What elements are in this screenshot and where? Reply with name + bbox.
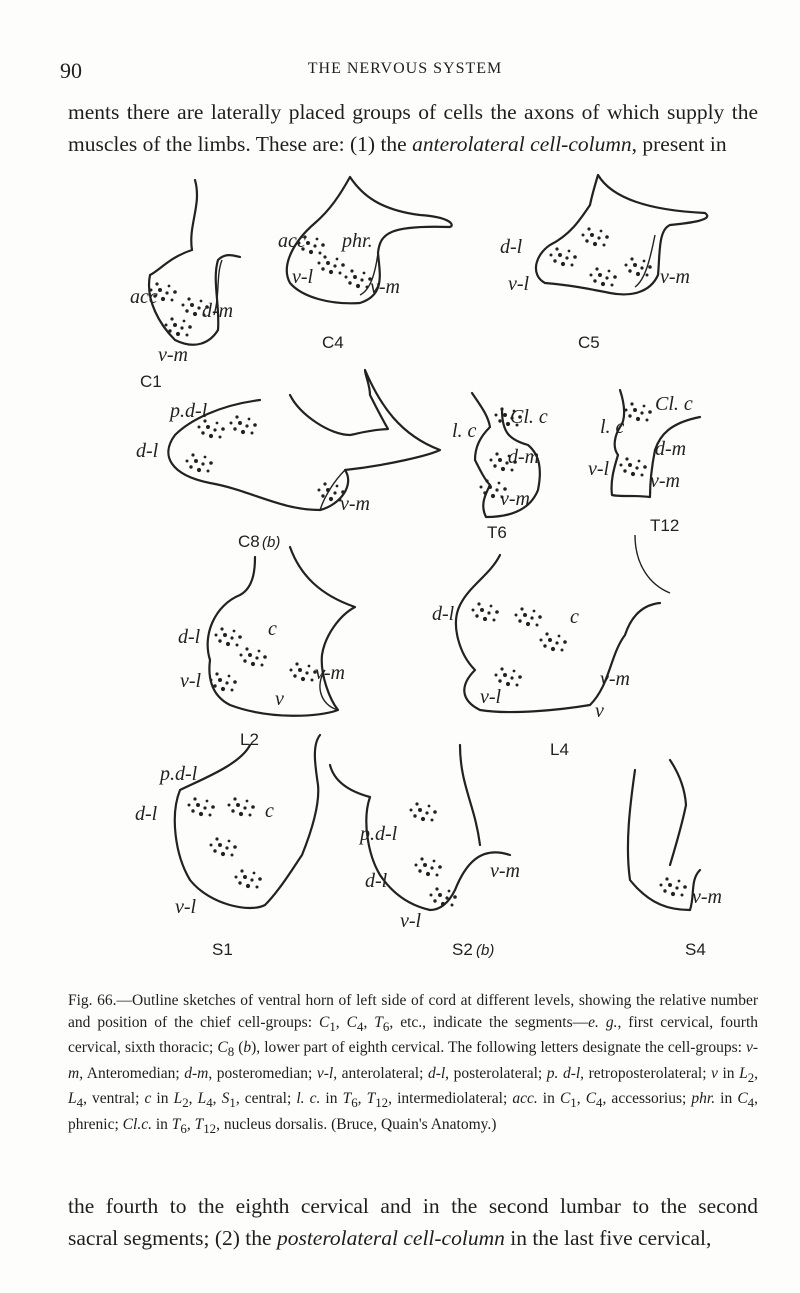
panel-c5 (500, 175, 707, 352)
caption-run: in (320, 1090, 343, 1108)
caption-run: , (212, 1090, 222, 1108)
caption-run: d-m (184, 1064, 209, 1082)
caption-run: , (754, 1064, 759, 1082)
panel-s4 (628, 760, 722, 959)
caption-run: C (737, 1090, 748, 1108)
l2-label-v-m: v-m (315, 662, 345, 684)
caption-run: in (715, 1090, 738, 1108)
s2-label-d-l: d-l (365, 870, 388, 892)
caption-run: p. d-l (546, 1064, 581, 1082)
caption-run: in (717, 1064, 740, 1082)
t12-label-l-c: l. c (600, 416, 625, 438)
s1-label-c: c (265, 800, 274, 822)
paragraph-top-line-2 (68, 128, 758, 160)
caption-run: , intermediolateral; (388, 1090, 513, 1108)
l2-segment-label: L2 (240, 730, 259, 749)
figure-66 (130, 165, 730, 965)
caption-run: , (186, 1115, 195, 1133)
c1-label-acc: acc (130, 286, 158, 308)
c8-label-p-d-l: p.d-l (170, 400, 208, 422)
page-number: 90 (60, 58, 82, 83)
caption-run: L (173, 1090, 183, 1108)
caption-run: e. g. (588, 1013, 618, 1031)
panel-s2 (330, 745, 520, 959)
emphasis-posterolateral: posterolateral cell-column (276, 1226, 505, 1250)
s2-label-p-d-l: p.d-l (360, 823, 398, 845)
caption-run: , accessorius; (602, 1090, 692, 1108)
l4-label-v-m: v-m (600, 668, 630, 690)
s4-horn-outline (628, 760, 700, 910)
caption-run: , etc., indicate the segments— (389, 1013, 589, 1031)
caption-run: l. c. (296, 1090, 321, 1108)
caption-run: in (151, 1090, 174, 1108)
c5-label-v-l: v-l (508, 273, 530, 295)
l4-label-v: v (595, 700, 604, 722)
c1-segment-label: C1 (140, 372, 162, 391)
t12-label-cl-c: Cl. c (655, 393, 693, 415)
caption-run: , Anteromedian; (79, 1064, 185, 1082)
caption-run: 6 (351, 1095, 358, 1111)
caption-run: , ventral; (83, 1090, 145, 1108)
caption-run: v-l (316, 1064, 334, 1082)
caption-run: , (357, 1090, 367, 1108)
caption-run: , retroposterolateral; (580, 1064, 712, 1082)
paragraph-bottom-line-1: the fourth to the eighth cervical and in the second lumbar to the second (68, 1194, 758, 1218)
t12-label-v-m: v-m (650, 470, 680, 492)
caption-run: in (537, 1090, 560, 1108)
caption-run: c (144, 1090, 152, 1108)
l2-label-v: v (275, 688, 284, 710)
c4-label-acc: acc (278, 230, 306, 252)
c8-horn-outline (168, 370, 440, 510)
t12-label-d-m: d-m (655, 438, 687, 460)
caption-run: 4 (747, 1095, 755, 1111)
s4-segment-label: S4 (685, 940, 706, 959)
c4-label-v-m: v-m (370, 276, 400, 298)
s4-cell-groups (660, 877, 687, 896)
t6-label-l-c: l. c (452, 420, 477, 442)
s2-label-v-l: v-l (400, 910, 422, 932)
ventral-horn-sketches (130, 165, 730, 965)
c1-cell-groups (150, 282, 209, 336)
c5-label-d-l: d-l (500, 236, 523, 258)
s2-segment-label: S2 (452, 940, 473, 959)
caption-run: Cl.c. (122, 1115, 152, 1133)
caption-run: , posteromedian; (208, 1064, 317, 1082)
panel-l4 (432, 535, 670, 759)
caption-run: , (188, 1090, 198, 1108)
caption-run: d-l (427, 1064, 446, 1082)
l4-segment-label: L4 (550, 740, 569, 759)
panel-c4 (278, 177, 452, 352)
t12-segment-label: T12 (650, 516, 680, 535)
caption-run: L (68, 1090, 77, 1108)
text-span: muscles of the limbs. These are: (1) the (68, 132, 413, 156)
panel-t6 (452, 393, 548, 542)
s2-horn-outline (330, 745, 510, 910)
c8-label-d-l: d-l (136, 440, 159, 462)
caption-run: , nucleus dorsalis. (Bruce, Quain's Anatomy.) (216, 1115, 497, 1133)
t6-segment-label: T6 (487, 523, 507, 542)
text-span: , present in (631, 132, 727, 156)
caption-run: L (739, 1064, 748, 1082)
caption-run: 8 (227, 1044, 235, 1060)
caption-run: , central; (235, 1090, 297, 1108)
caption-run: C (319, 1013, 330, 1031)
caption-run: 6 (180, 1120, 187, 1136)
l2-label-d-l: d-l (178, 626, 201, 648)
caption-run: , (576, 1090, 586, 1108)
s2-label-v-m: v-m (490, 860, 520, 882)
l2-cell-groups (210, 627, 317, 691)
c5-segment-label: C5 (578, 333, 600, 352)
c4-segment-label: C4 (322, 333, 344, 352)
figure-caption (68, 990, 758, 1139)
caption-run: 12 (375, 1095, 389, 1111)
c8-label-v-m: v-m (340, 493, 370, 515)
caption-run: T (342, 1090, 352, 1108)
text-span: in the last five cervical, (504, 1226, 712, 1250)
caption-run: v (711, 1064, 718, 1082)
caption-run: C (217, 1039, 228, 1057)
caption-run: ), lower part of eighth cervical. The following letters designate the cell-groups: (251, 1039, 746, 1057)
caption-run: v-m (68, 1039, 758, 1082)
t6-label-v-m: v-m (500, 488, 530, 510)
l2-label-c: c (268, 618, 277, 640)
caption-run: 2 (747, 1069, 755, 1085)
caption-run: phr. (691, 1090, 716, 1108)
caption-run: 4 (76, 1095, 84, 1111)
panel-c8 (136, 370, 440, 551)
caption-run: 4 (356, 1018, 364, 1034)
c8-cell-groups (186, 415, 345, 501)
caption-run: , phrenic; (68, 1090, 758, 1133)
caption-run: ( (234, 1039, 244, 1057)
caption-run: , (363, 1013, 375, 1031)
emphasis-anterolateral: anterolateral cell-column (412, 132, 632, 156)
c8-segment-note: (b) (262, 534, 281, 551)
caption-run: in (151, 1115, 172, 1133)
panel-l2 (178, 547, 355, 749)
l4-label-v-l: v-l (480, 686, 502, 708)
l4-label-d-l: d-l (432, 603, 455, 625)
text-span: sacral segments; (2) the (68, 1226, 277, 1250)
s2-cell-groups (410, 802, 457, 906)
paragraph-top-line-1: ments there are laterally placed groups of cells the axons of which supply the (68, 100, 758, 124)
caption-run: 1 (229, 1095, 236, 1111)
c5-label-v-m: v-m (660, 266, 690, 288)
l4-grey-edge (635, 535, 670, 593)
panel-t12 (588, 390, 700, 535)
s1-cell-groups (188, 797, 262, 888)
caption-run: S (221, 1090, 230, 1108)
caption-run: b (243, 1039, 252, 1057)
caption-run: 12 (203, 1120, 217, 1136)
caption-run: C (585, 1090, 597, 1108)
paragraph-bottom-line-2 (68, 1222, 758, 1254)
t6-label-d-m: d-m (508, 446, 540, 468)
caption-run: 4 (206, 1095, 213, 1111)
s1-segment-label: S1 (212, 940, 233, 959)
s1-label-p-d-l: p.d-l (160, 763, 198, 785)
caption-run: , anterolateral; (333, 1064, 428, 1082)
panel-s1 (135, 735, 320, 959)
running-head: THE NERVOUS SYSTEM (307, 60, 503, 77)
l2-label-v-l: v-l (180, 670, 202, 692)
t12-label-v-l: v-l (588, 458, 610, 480)
caption-run: 2 (182, 1095, 189, 1111)
s1-horn-outline (175, 735, 320, 908)
l4-label-c: c (570, 606, 579, 628)
l4-cell-groups (472, 602, 567, 686)
caption-run: 1 (329, 1018, 336, 1034)
caption-run: 4 (596, 1095, 603, 1111)
caption-run: C (559, 1090, 571, 1108)
caption-run: T (366, 1090, 376, 1108)
caption-run: , (335, 1013, 347, 1031)
c4-label-v-l: v-l (292, 266, 314, 288)
caption-run: T (374, 1013, 383, 1031)
page-header (60, 58, 750, 82)
c8-segment-label: C8 (238, 532, 260, 551)
s1-label-d-l: d-l (135, 803, 158, 825)
caption-run: 6 (382, 1018, 390, 1034)
c1-label-v-m: v-m (158, 344, 188, 366)
caption-run: L (197, 1090, 207, 1108)
caption-run: , first cervical, fourth cervical, sixth thoracic; (68, 1013, 759, 1057)
t6-label-cl-c: Cl. c (510, 406, 548, 428)
caption-run: Fig. 66.—Outline sketches of ventral horn of left side of cord at different levels, showing the relative number and position of the chief cell-groups: (68, 992, 758, 1031)
s4-label-v-m: v-m (692, 886, 722, 908)
s2-segment-note: (b) (476, 942, 495, 959)
caption-run: T (194, 1115, 204, 1133)
caption-run: acc. (512, 1090, 538, 1108)
panel-c1 (130, 180, 240, 391)
caption-run: , posterolateral; (445, 1064, 547, 1082)
c4-label-phr: phr. (342, 230, 373, 252)
caption-run: 1 (570, 1095, 577, 1111)
s1-label-v-l: v-l (175, 896, 197, 918)
c1-label-d-m: d-m (202, 300, 234, 322)
caption-run: T (171, 1115, 181, 1133)
caption-run: C (346, 1013, 357, 1031)
